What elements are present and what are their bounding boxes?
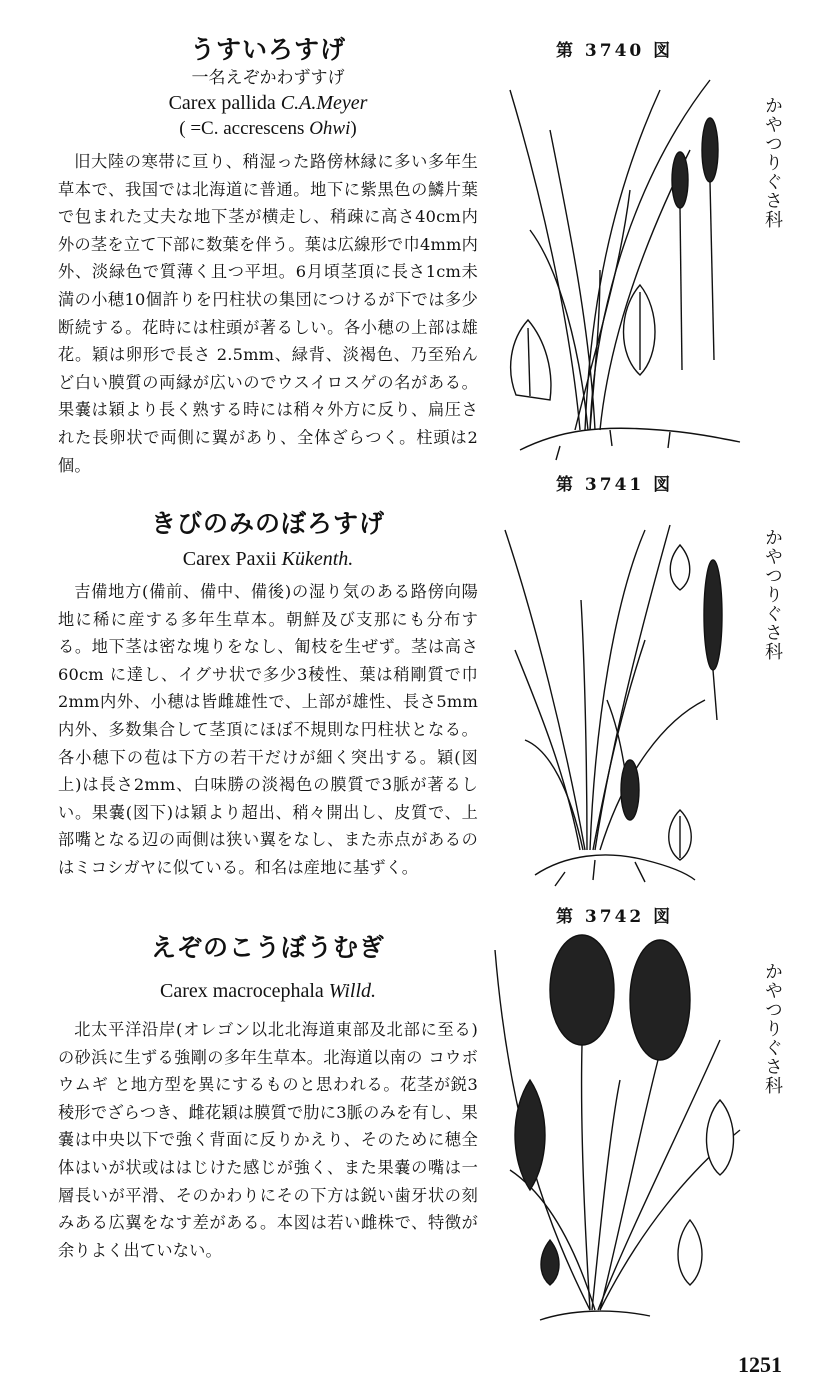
- carex-macrocephala-illustration: [490, 930, 750, 1330]
- entry-description: 吉備地方(備前、備中、備後)の湿り気のある路傍向陽地に稀に産する多年生草本。朝鮮及び支那にも分布する。地下茎は密な塊りをなし、匍枝を生ぜず。茎は高さ 60cm に達し、イグサ状で多少3稜性、葉は稍剛質で巾2mm内外、小穂は皆雌雄性で、上部が雄性、長さ5mm内外、多数集合して茎頂にほぼ不規則な円柱状となる。各小穂下の苞は下方の若干だけが細く突出する。穎(図上)は長さ2mm、白味勝の淡褐色の膜質で3脈が著るしい。果嚢(図下)は穎より超出、稍々開出し、皮質で、上部嘴となる辺の両側は狭い翼をなし、また赤点があるのはミコシガヤに似ている。和名は産地に基ずく。: [58, 582, 478, 877]
- entry-description: 旧大陸の寒帯に亘り、稍湿った路傍林縁に多い多年生草本で、我国では北海道に普通。地下に紫黒色の鱗片葉で包まれた丈夫な地下茎が横走し、稍疎に高さ40cm内外の茎を立て下部に数葉を伴う。葉は広線形で巾4mm内外、淡緑色で質薄く且つ平坦。6月頃茎頂に長さ1cm未満の小穂10個許りを円柱状の集団につけるが下では多少断続する。花時には柱頭が著るしい。各小穂の上部は雄花。穎は卵形で長さ 2.5mm、緑背、淡褐色、乃至殆んど白い膜質の両縁が広いのでウスイロスゲの名がある。果嚢は穎より長く熟する時には稍々外方に反り、扁圧された長卵状で両側に翼があり、全体ざらつく。柱頭は2個。: [58, 152, 478, 475]
- entry-ezonokoubomugi: [58, 932, 478, 1264]
- family-label-1: かやつりぐさ科: [762, 96, 783, 229]
- scientific-name: Carex macrocephala Willd.: [159, 980, 377, 1002]
- carex-pallida-illustration: [500, 70, 750, 460]
- page-number: 1251: [738, 1352, 782, 1377]
- figure-label-3742: 第 3742 図: [556, 907, 674, 927]
- scientific-name: Carex Paxii Kükenth.: [182, 548, 354, 570]
- synonym: ( =C. accrescens Ohwi): [179, 118, 357, 139]
- entry-kibinominoborosuge: [58, 508, 478, 882]
- entry-title: えぞのこうぼうむぎ: [150, 933, 385, 962]
- family-label-2: かやつりぐさ科: [762, 528, 783, 661]
- carex-paxii-illustration: [495, 520, 745, 890]
- entry-title: うすいろすげ: [189, 35, 346, 64]
- family-label-3: かやつりぐさ科: [762, 962, 783, 1095]
- entry-description: 北太平洋沿岸(オレゴン以北北海道東部及北部に至る)の砂浜に生ずる強剛の多年生草本。北海道以南の コウボウムギ と地方型を異にするものと思われる。花茎が鋭3稜形でざらつき、雌花穎は膜質で肋に3脈のみを有し、果嚢は中央以下で強く背面に反りかえり、そのために穂全体はいが状或ははじけた感じが強く、また果嚢の嘴は一層長いが平滑、そのかわりにその下方は鋭い歯牙状の刻みある広翼をなす差がある。本図は若い雌株で、特徴が余りよく出ていない。: [58, 1020, 478, 1260]
- figure-label-3740: 第 3740 図: [556, 41, 674, 61]
- scientific-name: Carex pallida C.A.Meyer: [168, 92, 368, 114]
- entry-alias: 一名えぞかわずすげ: [191, 68, 345, 88]
- entry-title: きびのみのぼろすげ: [150, 509, 385, 538]
- figure-label-3741: 第 3741 図: [556, 475, 674, 495]
- entry-usuirosuge: [58, 34, 478, 479]
